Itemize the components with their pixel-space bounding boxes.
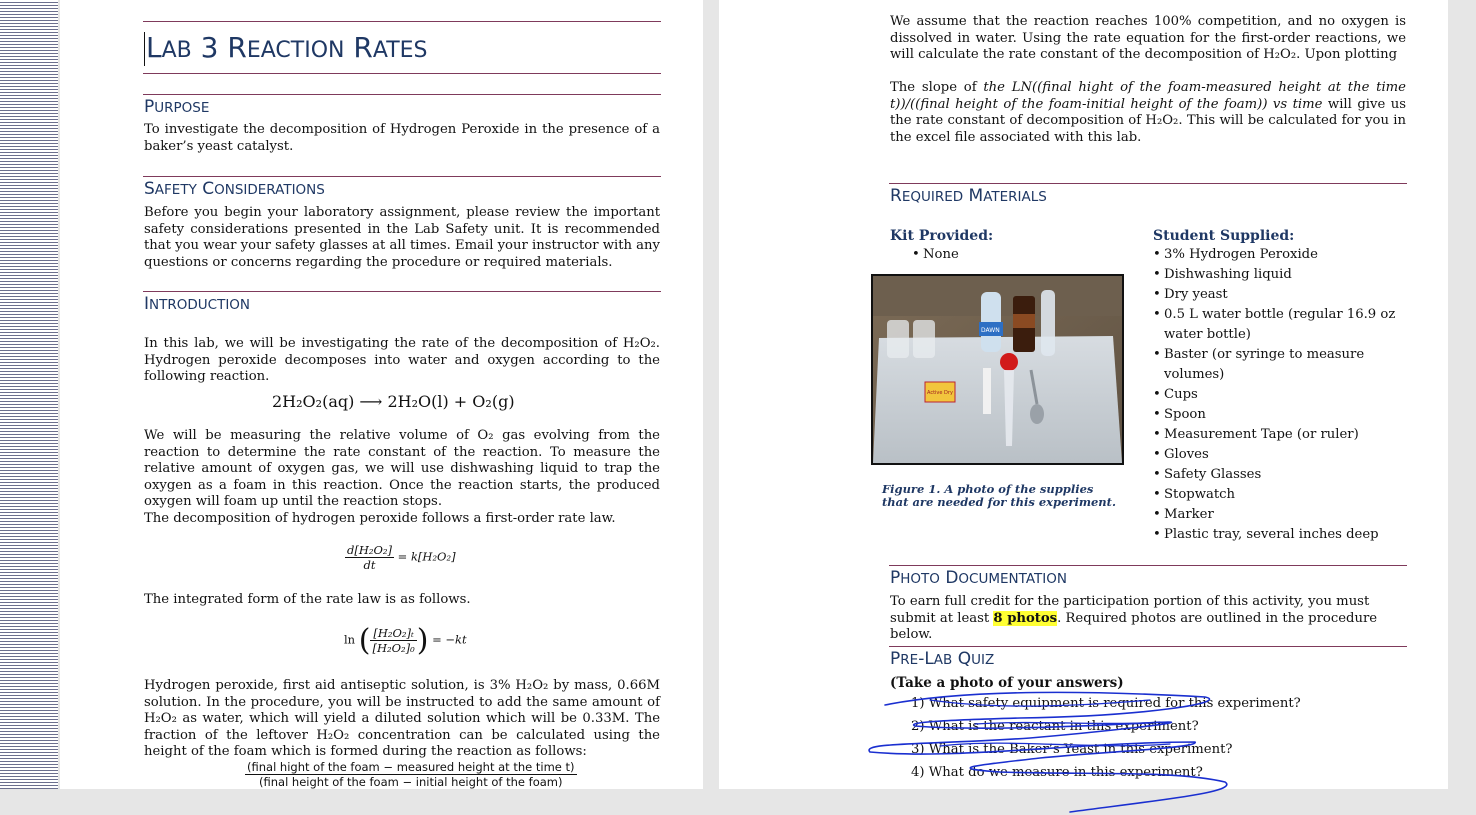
student-supplied-label: Student Supplied:	[1153, 228, 1295, 244]
intro-paragraph-5: Hydrogen peroxide, first aid antiseptic solution, is 3% H₂O₂ by mass, 0.66M solution. In the procedure, you will be instructed to add the same amount of H₂O₂ as water, which will yield a diluted solution which will be 0.33M. The fraction of the leftover H₂O₂ concentration can be calculated using the height of the foam which is formed during the reaction as follows:	[144, 678, 660, 759]
student-supplied-item: • Spoon	[1153, 405, 1403, 425]
quiz-subheading: (Take a photo of your answers)	[890, 675, 1124, 691]
yeast-packet-label: Active Dry	[927, 390, 953, 396]
student-supplied-item: • Plastic tray, several inches deep	[1153, 525, 1403, 545]
student-supplied-item: • Stopwatch	[1153, 485, 1403, 505]
student-supplied-item: • Marker	[1153, 505, 1403, 525]
kit-provided-label: Kit Provided:	[890, 228, 994, 244]
rate-law-denominator: dt	[363, 558, 376, 572]
kit-item: • None	[912, 245, 1032, 265]
introduction-heading: INTRODUCTION	[144, 294, 251, 314]
student-supplied-item: • Safety Glasses	[1153, 465, 1403, 485]
student-supplied-item: • Measurement Tape (or ruler)	[1153, 425, 1403, 445]
page-title: LAB 3 REACTION RATES	[146, 31, 428, 64]
scribble-stroke	[869, 692, 1227, 812]
integrated-rhs: = −kt	[432, 632, 467, 647]
right-paragraph-2: The slope of the LN((final hight of the foam-measured height at the time t))/((final height of the foam-initial height of the foam)) vs time will give us the rate constant of decomposition of H₂O₂. This will be calculated for you in the excel file associated with this lab.	[890, 80, 1406, 145]
intro-paragraph-2: We will be measuring the relative volume of O₂ gas evolving from the reaction to determine the rate constant of the reaction. To measure the relative amount of oxygen gas, we will use dishwashing liquid to trap the oxygen as a foam in this reaction. Once the reaction starts, the produced oxygen will foam up until the reaction stops.	[144, 428, 660, 509]
photo-doc-heading: PHOTO DOCUMENTATION	[890, 568, 1067, 588]
student-supplied-item: • Baster (or syringe to measure volumes)	[1153, 345, 1403, 385]
intro-paragraph-3: The decomposition of hydrogen peroxide follows a first-order rate law.	[144, 511, 616, 526]
photo-doc-text: To earn full credit for the participation portion of this activity, you must submit at least 8 photos. Required photos are outlined in the procedure below.	[890, 594, 1378, 642]
safety-text: Before you begin your laboratory assignment, please review the important safety considerations presented in the Lab Safety unit. It is recommended that you wear your safety glasses at all times. Email your instructor with any questions or concerns regarding the procedure or required materials.	[144, 205, 660, 270]
ln-label: ln	[344, 632, 356, 647]
student-supplied-item: • 3% Hydrogen Peroxide	[1153, 245, 1403, 265]
figure-caption: Figure 1. A photo of the supplies that are needed for this experiment.	[882, 482, 1116, 509]
rate-law-numerator: d[H₂O₂]	[347, 543, 393, 557]
dish-soap-label: DAWN	[981, 327, 1000, 334]
materials-heading: REQUIRED MATERIALS	[890, 186, 1047, 206]
photo-count-highlight: 8 photos	[993, 610, 1058, 626]
student-supplied-item: • Dishwashing liquid	[1153, 265, 1403, 285]
student-supplied-item: • Cups	[1153, 385, 1403, 405]
right-paragraph-1: We assume that the reaction reaches 100% competition, and no oxygen is dissolved in water. Using the rate equation for the first-order reactions, we will calculate the rate constant of the decomposition of H₂O₂. Upon plotting	[890, 14, 1406, 62]
reaction-equation: 2H₂O₂(aq) ⟶ 2H₂O(l) + O₂(g)	[272, 392, 515, 411]
student-supplied-item: • 0.5 L water bottle (regular 16.9 oz water bottle)	[1153, 305, 1403, 345]
quiz-question: 4) What do we measure in this experiment?	[911, 765, 1203, 780]
foam-fraction-denominator: (final height of the foam − initial height of the foam)	[259, 775, 563, 789]
student-supplied-item: • Dry yeast	[1153, 285, 1403, 305]
integrated-numerator: [H₂O₂]ₜ	[370, 626, 416, 641]
quiz-question: 1) What safety equipment is required for this experiment?	[911, 696, 1301, 711]
quiz-question: 3) What is the Baker’s Yeast in this experiment?	[911, 742, 1233, 757]
quiz-question: 2) What is the reactant in this experiment?	[911, 719, 1199, 734]
scribble-stroke	[930, 700, 1170, 746]
intro-paragraph-1: In this lab, we will be investigating the rate of the decomposition of H₂O₂. Hydrogen peroxide decomposes into water and oxygen according to the following reaction.	[144, 336, 660, 384]
student-supplied-item: • Gloves	[1153, 445, 1403, 465]
integrated-denominator: [H₂O₂]₀	[372, 641, 415, 655]
purpose-text: To investigate the decomposition of Hydrogen Peroxide in the presence of a baker’s yeast catalyst.	[144, 122, 660, 154]
intro-paragraph-4: The integrated form of the rate law is as follows.	[144, 592, 471, 607]
purpose-heading: PURPOSE	[144, 97, 210, 117]
quiz-heading: PRE-LAB QUIZ	[890, 649, 995, 669]
safety-heading: SAFETY CONSIDERATIONS	[144, 179, 325, 199]
integrated-rate-law: ln ( $\frac{\text{[H₂O₂]ₜ}}{\text{[H₂O₂]₀}}$ ) = −kt	[344, 623, 467, 658]
foam-fraction-numerator: (final hight of the foam − measured height at the time t)	[247, 760, 575, 774]
rate-law-rhs: = k[H₂O₂]	[397, 549, 456, 564]
